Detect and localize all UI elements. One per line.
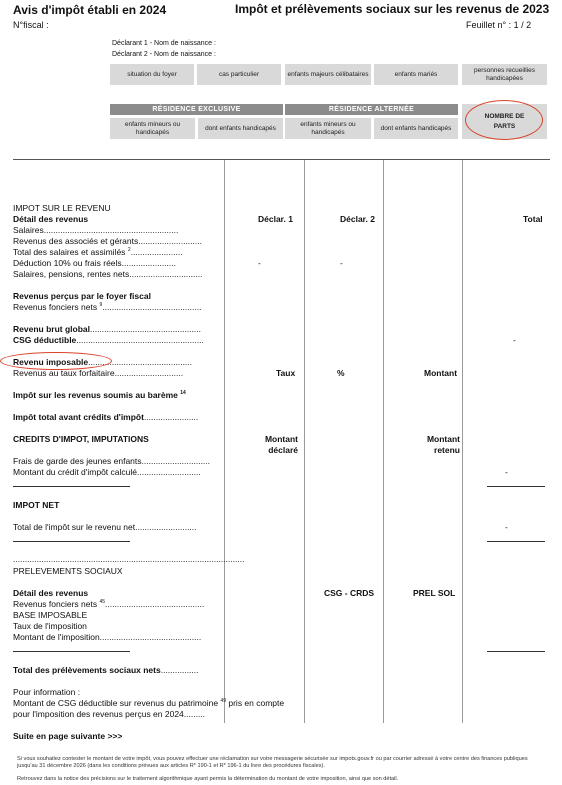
- col-montant-declare-header: Montant déclaré: [264, 434, 298, 455]
- excl-enfants-mineurs-box: enfants mineurs ou handicapés: [110, 118, 195, 139]
- info-line-1: [13, 698, 284, 708]
- col-csg-header: CSG - CRDS: [324, 588, 375, 598]
- total-prelevements-row: Total des prélèvements sociaux nets................: [13, 665, 199, 675]
- declarant-2-label: Déclarant 2 - Nom de naissance :: [112, 51, 216, 58]
- column-divider: [304, 160, 305, 723]
- fiscal-number-label: N°fiscal :: [13, 20, 49, 30]
- footnote-ref: 9: [99, 302, 103, 309]
- credit-calcule-row: Montant du crédit d'impôt calculé...........................: [13, 467, 201, 477]
- residence-exclusive-header: RÉSIDENCE EXCLUSIVE: [110, 104, 283, 115]
- revenu-imposable-label: Revenu imposable: [13, 357, 89, 367]
- notice-title: Avis d'impôt établi en 2024: [13, 3, 167, 17]
- alt-enfants-mineurs-box: enfants mineurs ou handicapés: [285, 118, 371, 139]
- credit-calcule-label: Montant du crédit d'impôt calculé: [13, 467, 137, 477]
- prelevements-section-title: PRELEVEMENTS SOCIAUX: [13, 566, 123, 576]
- deduction-row: Déduction 10% ou frais réels.......................: [13, 258, 176, 268]
- pensions-row: Salaires, pensions, rentes nets...............................: [13, 269, 203, 279]
- footnote-ref: 49: [220, 698, 226, 705]
- col-pct-header: %: [337, 368, 345, 378]
- column-divider: [462, 160, 463, 723]
- enfants-majeurs-box: enfants majeurs célibataires: [285, 64, 371, 85]
- csg-label: CSG déductible: [13, 335, 77, 345]
- table-top-rule: [13, 159, 550, 160]
- prel-fonciers-row: Revenus fonciers nets $^{45}$..........................................: [13, 599, 205, 609]
- taux-forfaitaire-label: Revenus au taux forfaitaire: [13, 368, 115, 378]
- excl-enfants-handicapes-box: dont enfants handicapés: [198, 118, 283, 139]
- document-title: Impôt et prélèvements sociaux sur les revenus de 2023: [235, 2, 550, 16]
- credit-total-value: -: [505, 467, 508, 477]
- prel-detail-heading: Détail des revenus: [13, 588, 89, 598]
- column-divider: [383, 160, 384, 723]
- nombre-parts-box: NOMBRE DE PARTS: [462, 104, 547, 139]
- algorithm-notice: Retrouvez dans la notice des précisions sur le traitement algorithmique ayant permis la détermination du montant de votre imposition, ainsi que son détail.: [17, 776, 399, 782]
- info-line-2: pour l'imposition des revenus perçus en 2024: [13, 709, 184, 719]
- feuillet-label: Feuillet n° :: [466, 20, 512, 30]
- reclamation-notice: Si vous souhaitez contester le montant de votre impôt, vous pouvez effectuer une réclamation sur votre messagerie sécurisée sur impots.gouv.fr ou par courrier adressé à votre centre des finances publiques jusqu'au 31 décembre 2026 (dans les conditions prévues aux articles R* 190-1 et R* 196-1 du livre des procédures fiscales).: [17, 756, 528, 769]
- avant-credits-label: Impôt total avant crédits d'impôt: [13, 412, 144, 422]
- revenus-foyer-heading: Revenus perçus par le foyer fiscal: [13, 291, 151, 301]
- feuillet-value: 1 / 2: [513, 20, 532, 30]
- parts-highlight-oval: [465, 100, 543, 140]
- col-montant-header: Montant: [424, 368, 458, 378]
- salaires-row: Salaires.........................................................: [13, 225, 179, 235]
- situation-foyer-box: situation du foyer: [110, 64, 194, 85]
- residence-alternee-header: RÉSIDENCE ALTERNÉE: [285, 104, 458, 115]
- taux-forfaitaire-row: Revenus au taux forfaitaire.............................: [13, 368, 184, 378]
- montant-imposition-label: Montant de l'imposition: [13, 632, 100, 642]
- total-salaires-row: Total des salaires et assimilés $^2$......................: [13, 247, 183, 257]
- deduction-label: Déduction 10% ou frais réels: [13, 258, 122, 268]
- revenus-associes-label: Revenus des associés et gérants: [13, 236, 139, 246]
- total-salaires-label: Total des salaires et assimilés: [13, 247, 126, 257]
- base-imposable-label: BASE IMPOSABLE: [13, 610, 88, 620]
- alt-enfants-handicapes-box: dont enfants handicapés: [374, 118, 458, 139]
- declarant-1-label: Déclarant 1 - Nom de naissance :: [112, 40, 216, 47]
- subtotal-rule: [13, 651, 130, 652]
- revenus-associes-row: Revenus des associés et gérants...........................: [13, 236, 202, 246]
- revenu-imposable-row: Revenu imposable............................................: [13, 357, 193, 367]
- credits-section-title: CREDITS D'IMPOT, IMPUTATIONS: [13, 434, 149, 444]
- info-line-2-row: pour l'imposition des revenus perçus en 2024.........: [13, 709, 206, 719]
- col-declar2-header: Déclar. 2: [340, 214, 375, 224]
- info-line-1b: pris en compte: [228, 698, 285, 708]
- total-net-label: Total de l'impôt sur le revenu net: [13, 522, 136, 532]
- pensions-label: Salaires, pensions, rentes nets: [13, 269, 130, 279]
- avant-credits-row: Impôt total avant crédits d'impôt.......................: [13, 412, 199, 422]
- csg-row: CSG déductible......................................................: [13, 335, 204, 345]
- subtotal-rule: [487, 651, 545, 652]
- montant-imposition-row: Montant de l'imposition...........................................: [13, 632, 202, 642]
- impot-section-title: IMPOT SUR LE REVENU: [13, 203, 111, 213]
- taux-imposition-label: Taux de l'imposition: [13, 621, 87, 631]
- personnes-recueillies-box: personnes recueillies handicapées: [462, 64, 547, 85]
- col-taux-header: Taux: [276, 368, 296, 378]
- col-montant-retenu-header: Montant retenu: [426, 434, 460, 455]
- prel-fonciers-label: Revenus fonciers nets: [13, 599, 98, 609]
- feuillet-indicator: [466, 20, 531, 30]
- footnote-ref: 45: [99, 599, 106, 606]
- suite-link[interactable]: Suite en page suivante >>>: [13, 731, 123, 741]
- cas-particulier-box: cas particulier: [197, 64, 281, 85]
- info-line-1a: Montant de CSG déductible sur revenus du patrimoine: [13, 698, 219, 708]
- deduction-declar2-value: -: [340, 258, 343, 268]
- frais-garde-row: Frais de garde des jeunes enfants.............................: [13, 456, 211, 466]
- csg-total-value: -: [513, 335, 516, 345]
- col-prel-sol-header: PREL SOL: [413, 588, 456, 598]
- section-separator: ..................................................................................................: [13, 554, 245, 564]
- col-total-header: Total: [523, 214, 543, 224]
- total-prelevements-label: Total des prélèvements sociaux nets: [13, 665, 161, 675]
- deduction-declar1-value: -: [258, 258, 261, 268]
- impot-net-title: IMPOT NET: [13, 500, 60, 510]
- enfants-maries-box: enfants mariés: [374, 64, 458, 85]
- info-title: Pour information :: [13, 687, 81, 697]
- brut-global-label: Revenu brut global: [13, 324, 90, 334]
- subtotal-rule: [487, 541, 545, 542]
- footnote-ref: 14: [180, 390, 186, 397]
- detail-revenus-heading: Détail des revenus: [13, 214, 89, 224]
- total-net-value: -: [505, 522, 508, 532]
- salaires-label: Salaires: [13, 225, 44, 235]
- fonciers-row: Revenus fonciers nets $^9$..........................................: [13, 302, 202, 312]
- subtotal-rule: [13, 541, 130, 542]
- fonciers-label: Revenus fonciers nets: [13, 302, 98, 312]
- brut-global-row: Revenu brut global...............................................: [13, 324, 201, 334]
- col-declar1-header: Déclar. 1: [258, 214, 293, 224]
- footnote-ref: 2: [127, 247, 131, 254]
- column-divider: [224, 160, 225, 723]
- bareme-row: [13, 390, 186, 400]
- subtotal-rule: [13, 486, 130, 487]
- frais-garde-label: Frais de garde des jeunes enfants: [13, 456, 142, 466]
- subtotal-rule: [487, 486, 545, 487]
- bareme-label: Impôt sur les revenus soumis au barème: [13, 390, 178, 400]
- total-net-row: Total de l'impôt sur le revenu net..........................: [13, 522, 197, 532]
